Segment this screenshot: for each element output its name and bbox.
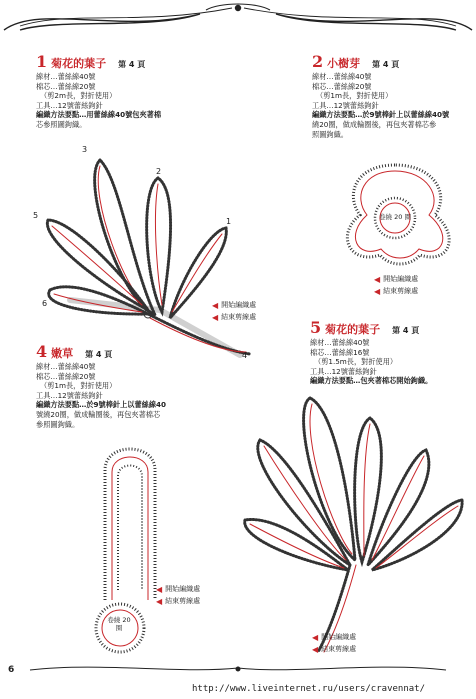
materials-line: 線材…蕾絲線40號	[36, 72, 96, 81]
legend-start-label: 開始編織處	[221, 301, 257, 309]
materials-line: 線材…蕾絲線40號	[312, 72, 372, 81]
lobe-label: 5	[33, 211, 39, 220]
materials-line: （剪1m長，對折使用）	[40, 381, 117, 391]
lobe-label: 3	[82, 145, 88, 154]
section-1-legend	[212, 300, 256, 322]
section-title: 小樹芽	[327, 57, 361, 70]
section-title: 菊花的葉子	[51, 57, 107, 70]
section-2-materials	[312, 72, 472, 139]
legend-end	[374, 286, 418, 296]
materials-line: 棉芯…蕾絲線20號	[36, 81, 96, 91]
materials-line: 線材…蕾絲線40號	[36, 362, 96, 371]
start-arrow-icon: ◀	[212, 300, 219, 310]
materials-line: 照圖鉤織。	[312, 129, 348, 139]
legend-start	[374, 274, 418, 284]
section-title: 嫩草	[51, 347, 74, 360]
materials-line: 參照圖鉤織。	[36, 419, 80, 429]
materials-line: 號繞20圈，做成輪圈後，再包夾著棉芯	[36, 409, 161, 419]
section-5-header	[310, 318, 419, 337]
legend-start-label: 開始編織處	[383, 275, 419, 283]
end-arrow-icon: ◀	[312, 644, 319, 654]
legend-end	[312, 644, 356, 654]
materials-line: （剪1.5m長，對折使用）	[314, 357, 398, 367]
materials-line: 編織方法要點…於9號棒針上以蕾絲線40	[36, 400, 167, 410]
materials-line: 編織方法要點…於9號棒針上以蕾絲線40號	[312, 110, 450, 120]
materials-line: 棉芯…蕾絲線20號	[312, 81, 372, 91]
section-title: 菊花的葉子	[325, 323, 381, 336]
section-1-header	[36, 52, 145, 71]
materials-line: 棉芯…蕾絲線20號	[36, 371, 96, 381]
section-4-materials	[36, 362, 196, 429]
start-arrow-icon: ◀	[374, 274, 381, 284]
section-4-center-label: 卷繞 20 圈	[107, 616, 131, 632]
bottom-flourish	[20, 660, 456, 680]
section-5-diagram	[240, 390, 470, 660]
legend-start	[156, 584, 200, 594]
end-arrow-icon: ◀	[156, 596, 163, 606]
section-5-materials	[310, 338, 470, 386]
section-page-ref: 第 4 頁	[118, 60, 146, 69]
lobe-label: 2	[156, 167, 162, 176]
materials-line: （剪1m長，對折使用）	[316, 91, 393, 101]
legend-end-label: 結束剪線處	[165, 597, 201, 605]
section-2-header	[312, 52, 399, 71]
materials-line: 繞20圈，做成輪圈後，再包夾著棉芯參	[312, 119, 437, 129]
end-arrow-icon: ◀	[374, 286, 381, 296]
materials-line: 工具…12號蕾絲鉤針	[310, 366, 377, 376]
lobe-label: 4	[242, 351, 248, 360]
section-number: 5	[310, 318, 322, 337]
legend-end	[212, 312, 256, 322]
legend-start-label: 開始編織處	[165, 585, 201, 593]
legend-end-label: 結束剪線處	[383, 287, 419, 295]
section-4-legend	[156, 584, 200, 606]
page-number: 6	[8, 665, 15, 675]
materials-line: 工具…12號蕾絲鉤針	[36, 390, 103, 400]
section-4-header	[36, 342, 112, 361]
top-flourish	[0, 0, 476, 40]
materials-line: 棉芯…蕾絲線16號	[310, 347, 370, 357]
section-page-ref: 第 4 頁	[392, 326, 420, 335]
footer-url: http://www.liveinternet.ru/users/cravennat/	[192, 684, 425, 694]
materials-line: 編織方法要點…用蕾絲線40號包夾著棉	[36, 110, 162, 120]
start-arrow-icon: ◀	[156, 584, 163, 594]
end-arrow-icon: ◀	[212, 312, 219, 322]
start-arrow-icon: ◀	[312, 632, 319, 642]
legend-end	[156, 596, 200, 606]
materials-line: 工具…12號蕾絲鉤針	[312, 100, 379, 110]
section-5-legend	[312, 632, 356, 654]
lobe-label: 6	[42, 299, 48, 308]
section-page-ref: 第 4 頁	[372, 60, 400, 69]
section-page-ref: 第 4 頁	[85, 350, 113, 359]
section-1-diagram	[30, 140, 250, 370]
materials-line: 編織方法要點…包夾著棉芯開始鉤織。	[310, 376, 433, 386]
materials-line: 線材…蕾絲線40號	[310, 338, 370, 347]
legend-start-label: 開始編織處	[321, 633, 357, 641]
materials-line: （剪2m長，對折使用）	[40, 91, 117, 101]
legend-start	[312, 632, 356, 642]
legend-end-label: 結束剪線處	[221, 313, 257, 321]
section-1-materials	[36, 72, 206, 130]
section-number: 4	[36, 342, 48, 361]
section-2-legend	[374, 274, 418, 296]
section-number: 2	[312, 52, 324, 71]
section-2-center-label: 卷繞 20 圈	[379, 213, 411, 221]
section-number: 1	[36, 52, 48, 71]
legend-start	[212, 300, 256, 310]
materials-line: 工具…12號蕾絲鉤針	[36, 100, 103, 110]
legend-end-label: 結束剪線處	[321, 645, 357, 653]
materials-line: 芯參照圖鉤織。	[36, 119, 87, 129]
lobe-label: 1	[226, 217, 232, 226]
